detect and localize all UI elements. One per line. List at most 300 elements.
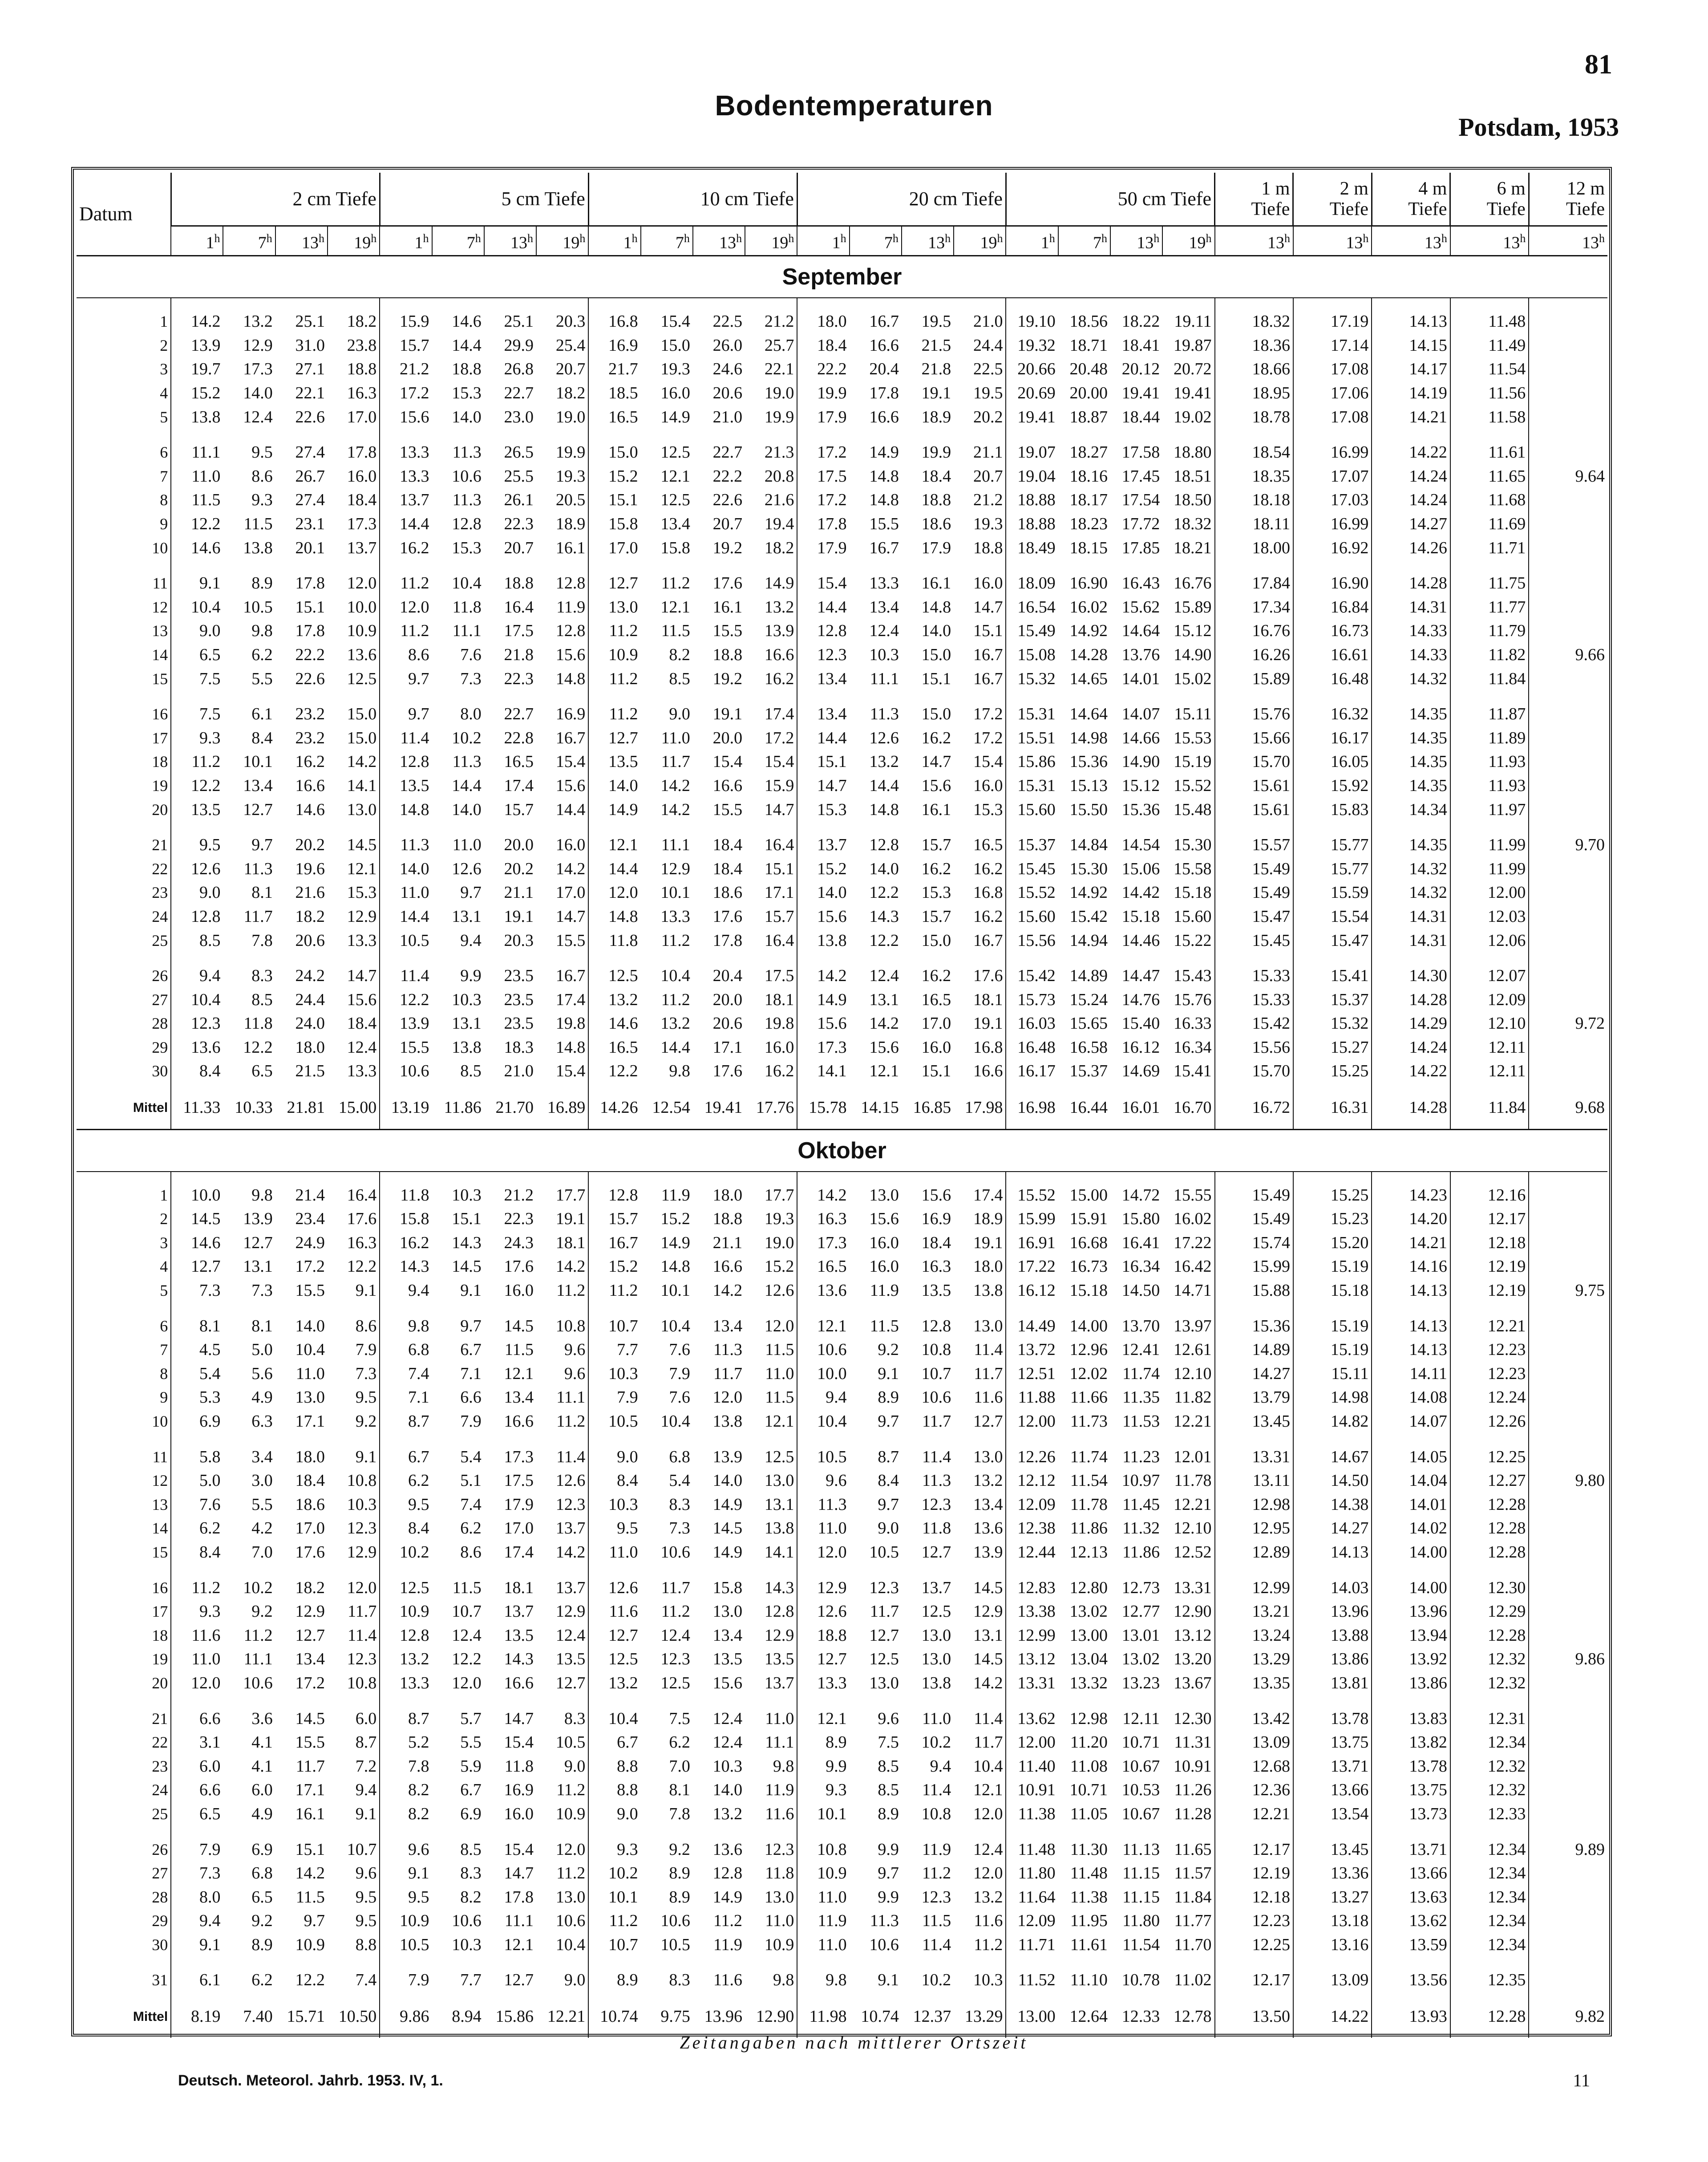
temperature-cell: 12.7: [243, 800, 273, 819]
temperature-cell: 13.45: [1215, 1410, 1293, 1434]
temperature-cell: 24.0: [295, 1014, 325, 1033]
temperature-cell: 11.86: [444, 1098, 482, 1117]
table-row: [77, 1933, 1607, 1957]
temperature-cell: 15.4: [504, 1733, 534, 1752]
temperature-cell: 23.0: [504, 407, 534, 426]
temperature-cell: 17.2: [973, 705, 1003, 724]
temperature-cell: 16.4: [504, 597, 534, 617]
table-row: [77, 1517, 1607, 1541]
temperature-cell: 13.9: [171, 334, 223, 358]
hour-value: 13: [1503, 233, 1520, 252]
temperature-cell: 12.30: [1450, 1565, 1529, 1600]
temperature-cell: 21.8: [921, 360, 951, 379]
temperature-cell: 6.2: [251, 1971, 273, 1990]
temperature-cell: 16.6: [504, 1673, 534, 1692]
temperature-cell: 17.6: [712, 1062, 743, 1081]
temperature-cell: 18.6: [921, 515, 951, 533]
temperature-cell: 11.80: [1006, 1862, 1058, 1886]
temperature-cell: 14.47: [1121, 966, 1160, 986]
date-cell: 26: [152, 967, 168, 985]
temperature-cell: 18.88: [1006, 512, 1058, 536]
temperature-cell: 6.8: [251, 1864, 273, 1883]
mittel-row: [77, 1083, 1607, 1129]
temperature-cell: 6.5: [171, 643, 223, 667]
temperature-cell: 12.1: [660, 597, 690, 617]
temperature-cell: 13.8: [712, 1412, 743, 1431]
temperature-cell: 10.6: [869, 1935, 899, 1954]
date-cell: 24: [152, 907, 168, 925]
temperature-cell: 11.4: [922, 1935, 951, 1954]
temperature-cell: 16.91: [1006, 1231, 1058, 1255]
temperature-cell: 27.4: [295, 491, 325, 510]
temperature-cell: 3.4: [251, 1447, 273, 1466]
temperature-cell: 10.3: [712, 1756, 743, 1776]
date-cell: 4: [160, 1257, 168, 1276]
temperature-cell: 13.78: [1293, 1696, 1372, 1731]
temperature-cell: 18.32: [1215, 298, 1293, 334]
temperature-cell: 11.78: [1174, 1471, 1212, 1490]
temperature-cell: 11.54: [1070, 1471, 1108, 1490]
temperature-cell: 19.7: [171, 357, 223, 381]
temperature-cell: 13.83: [1372, 1696, 1450, 1731]
date-cell: 27: [152, 1864, 168, 1882]
temperature-cell: 15.5: [555, 931, 586, 950]
temperature-cell: 21.6: [295, 883, 325, 902]
temperature-cell: 12.77: [1121, 1602, 1160, 1621]
temperature-cell: 16.5: [588, 1036, 640, 1060]
temperature-cell: 12.7: [295, 1626, 325, 1645]
temperature-cell: 14.15: [861, 1098, 899, 1117]
temperature-cell: 9.6: [355, 1864, 377, 1883]
temperature-cell: 9.5: [588, 1517, 640, 1541]
temperature-cell: 7.9: [669, 1364, 690, 1383]
temperature-cell: 18.22: [1121, 312, 1160, 331]
temperature-cell: 14.5: [973, 1650, 1003, 1669]
temperature-cell: 12.0: [712, 1388, 743, 1407]
temperature-cell: 12.34: [1450, 1862, 1529, 1886]
temperature-cell: 15.24: [1069, 990, 1108, 1009]
temperature-cell: 22.8: [504, 728, 534, 747]
temperature-cell: 14.5: [347, 836, 377, 855]
temperature-cell: 13.67: [1174, 1673, 1212, 1692]
temperature-cell: 18.44: [1121, 407, 1160, 426]
temperature-cell: 16.3: [921, 1257, 951, 1276]
hour-value: 13: [1424, 233, 1441, 252]
table-row: [77, 1469, 1607, 1493]
temperature-cell: 14.32: [1372, 667, 1450, 691]
hour-suffix: h: [945, 232, 951, 245]
temperature-cell: 20.4: [869, 360, 899, 379]
temperature-cell: 11.0: [588, 1541, 640, 1565]
temperature-cell: 9.1: [878, 1364, 899, 1383]
temperature-cell: 10.5: [555, 1733, 586, 1752]
date-cell: 9: [160, 1388, 168, 1407]
temperature-cell: 12.18: [1450, 1231, 1529, 1255]
temperature-cell: 14.28: [1372, 988, 1450, 1012]
temperature-cell: 16.34: [1121, 1257, 1160, 1276]
temperature-cell: 10.3: [452, 1935, 482, 1954]
temperature-cell: 12.0: [973, 1804, 1003, 1823]
temperature-cell: 11.6: [713, 1971, 743, 1990]
date-cell: 15: [152, 669, 168, 688]
temperature-cell: 13.5: [921, 1281, 951, 1300]
temperature-cell: 13.4: [712, 1626, 743, 1645]
temperature-cell: 16.99: [1293, 512, 1372, 536]
temperature-cell: 10.78: [1121, 1971, 1160, 1990]
temperature-cell: 15.52: [1006, 881, 1058, 905]
table-row: [77, 1778, 1607, 1802]
temperature-cell: 12.9: [973, 1602, 1003, 1621]
temperature-cell: 12.1: [973, 1781, 1003, 1800]
temperature-cell: 13.54: [1293, 1802, 1372, 1826]
temperature-cell: 14.03: [1293, 1565, 1372, 1600]
temperature-cell: 14.9: [660, 1233, 690, 1252]
temperature-cell: 12.4: [712, 1709, 743, 1728]
temperature-cell: 5.2: [380, 1731, 432, 1755]
temperature-cell: 16.42: [1174, 1257, 1212, 1276]
temperature-cell: 10.2: [588, 1862, 640, 1886]
temperature-cell: 11.7: [661, 1578, 690, 1597]
hour-value: 13: [510, 233, 527, 252]
temperature-cell: 13.1: [243, 1257, 273, 1276]
temperature-cell: 16.2: [921, 859, 951, 878]
temperature-cell: 9.8: [380, 1303, 432, 1339]
temperature-cell: 16.12: [1006, 1279, 1058, 1303]
temperature-cell: 9.4: [171, 953, 223, 988]
temperature-cell: 13.9: [764, 621, 794, 641]
temperature-cell: 16.5: [921, 990, 951, 1009]
temperature-cell: 14.66: [1121, 728, 1160, 747]
temperature-cell: 11.35: [1122, 1388, 1160, 1407]
temperature-cell: 11.31: [1174, 1733, 1212, 1752]
hour-suffix: h: [266, 232, 272, 245]
temperature-cell: 12.8: [712, 1864, 743, 1883]
temperature-cell: 13.88: [1293, 1624, 1372, 1648]
hour-suffix: h: [527, 232, 533, 245]
temperature-cell: 13.75: [1293, 1731, 1372, 1755]
table-body: [77, 256, 1607, 2038]
hour-header: [1058, 226, 1110, 256]
temperature-cell: 12.6: [171, 857, 223, 881]
temperature-cell: 10.74: [588, 1992, 640, 2038]
hour-header: [1215, 226, 1293, 256]
temperature-cell: 11.23: [1122, 1447, 1160, 1466]
temperature-cell: 11.84: [1450, 1083, 1529, 1129]
temperature-cell: 8.0: [460, 705, 482, 724]
temperature-cell: 19.5: [921, 312, 951, 331]
temperature-cell: 10.6: [380, 1059, 432, 1083]
table-row: [77, 406, 1607, 430]
temperature-cell: 14.01: [1372, 1493, 1450, 1517]
temperature-cell: 11.38: [1006, 1802, 1058, 1826]
temperature-cell: 11.4: [348, 1626, 377, 1645]
temperature-cell: 11.6: [171, 1624, 223, 1648]
temperature-cell: 17.3: [504, 1447, 534, 1466]
table-row: [77, 1493, 1607, 1517]
temperature-cell: 15.11: [1174, 705, 1212, 724]
temperature-cell: 13.00: [1069, 1626, 1108, 1645]
temperature-cell: [1529, 1731, 1607, 1755]
temperature-cell: 14.7: [347, 966, 377, 986]
temperature-cell: 14.35: [1372, 726, 1450, 750]
table-row: [77, 1279, 1607, 1303]
temperature-cell: 12.0: [347, 1578, 377, 1597]
temperature-cell: 16.32: [1293, 691, 1372, 726]
temperature-cell: 9.4: [797, 1386, 849, 1410]
temperature-cell: 11.65: [1174, 1840, 1212, 1859]
temperature-cell: 15.49: [1215, 881, 1293, 905]
temperature-cell: 11.2: [556, 1864, 586, 1883]
temperature-cell: 10.0: [347, 597, 377, 617]
temperature-cell: 14.15: [1372, 334, 1450, 358]
temperature-cell: [1529, 1434, 1607, 1469]
temperature-cell: 12.06: [1450, 929, 1529, 953]
temperature-cell: 11.8: [922, 1519, 951, 1538]
temperature-cell: 14.26: [588, 1083, 640, 1129]
temperature-cell: 9.3: [588, 1826, 640, 1862]
temperature-cell: 15.18: [1069, 1281, 1108, 1300]
table-row: [77, 691, 1607, 726]
temperature-cell: 23.1: [295, 515, 325, 533]
temperature-cell: 13.7: [347, 538, 377, 557]
temperature-cell: 8.5: [460, 1062, 482, 1081]
temperature-cell: 22.1: [295, 384, 325, 403]
temperature-cell: 12.7: [797, 1647, 849, 1671]
temperature-cell: 16.0: [504, 1804, 534, 1823]
temperature-cell: 16.6: [712, 776, 743, 795]
date-cell: 30: [152, 1935, 168, 1954]
temperature-cell: 18.2: [295, 1578, 325, 1597]
temperature-cell: 20.3: [504, 931, 534, 950]
temperature-cell: 11.65: [1450, 465, 1529, 489]
temperature-cell: 11.9: [713, 1935, 743, 1954]
temperature-cell: 14.13: [1372, 1338, 1450, 1362]
temperature-cell: 11.15: [1122, 1887, 1160, 1906]
temperature-cell: 11.8: [588, 929, 640, 953]
temperature-cell: 13.96: [1293, 1600, 1372, 1624]
temperature-cell: 19.10: [1006, 298, 1058, 334]
temperature-cell: 16.44: [1069, 1098, 1108, 1117]
hour-value: 13: [719, 233, 737, 252]
temperature-cell: 17.08: [1293, 357, 1372, 381]
temperature-cell: 13.3: [869, 574, 899, 593]
temperature-cell: 20.8: [764, 466, 794, 486]
temperature-cell: 19.1: [504, 907, 534, 926]
temperature-cell: 13.0: [764, 1471, 794, 1490]
temperature-cell: 12.28: [1450, 1517, 1529, 1541]
temperature-cell: 7.40: [243, 2007, 273, 2026]
temperature-cell: 16.6: [295, 776, 325, 795]
hour-suffix: h: [1520, 232, 1526, 245]
table-row: [77, 1826, 1607, 1862]
temperature-cell: 13.6: [171, 1036, 223, 1060]
temperature-cell: 13.0: [712, 1602, 743, 1621]
date-cell: 6: [160, 443, 168, 462]
temperature-cell: 17.08: [1293, 406, 1372, 430]
temperature-cell: 17.4: [504, 1542, 534, 1562]
temperature-cell: 7.6: [171, 1493, 223, 1517]
temperature-cell: 12.24: [1450, 1386, 1529, 1410]
hour-header: [588, 226, 640, 256]
temperature-cell: 12.2: [171, 512, 223, 536]
date-cell: 18: [152, 1626, 168, 1644]
temperature-cell: 14.64: [1121, 621, 1160, 641]
temperature-cell: 13.8: [452, 1038, 482, 1057]
table-row: [77, 1386, 1607, 1410]
hour-suffix: h: [1441, 232, 1447, 245]
temperature-cell: 14.2: [347, 752, 377, 771]
temperature-cell: 12.9: [555, 1602, 586, 1621]
temperature-cell: 14.50: [1121, 1281, 1160, 1300]
temperature-cell: 14.1: [347, 776, 377, 795]
temperature-cell: 12.83: [1006, 1565, 1058, 1600]
temperature-cell: 11.0: [797, 1517, 849, 1541]
table-row: [77, 1434, 1607, 1469]
temperature-cell: 25.1: [295, 312, 325, 331]
temperature-cell: 17.84: [1215, 560, 1293, 596]
temperature-cell: 9.0: [171, 881, 223, 905]
temperature-cell: 18.6: [712, 883, 743, 902]
temperature-cell: 9.8: [773, 1756, 794, 1776]
temperature-cell: 19.3: [555, 466, 586, 486]
temperature-cell: 15.42: [1215, 1012, 1293, 1036]
temperature-cell: 14.11: [1372, 1362, 1450, 1386]
temperature-cell: 20.6: [295, 931, 325, 950]
date-cell: 2: [160, 1210, 168, 1228]
temperature-cell: 16.7: [588, 1231, 640, 1255]
temperature-cell: 11.9: [661, 1185, 690, 1205]
temperature-cell: 13.12: [1006, 1647, 1058, 1671]
temperature-cell: 11.08: [1070, 1756, 1108, 1776]
temperature-cell: 20.12: [1121, 360, 1160, 379]
temperature-cell: 15.22: [1174, 931, 1212, 950]
temperature-cell: 11.5: [922, 1911, 951, 1931]
temperature-cell: 14.7: [504, 1709, 534, 1728]
temperature-cell: 11.4: [974, 1340, 1003, 1359]
temperature-cell: 13.2: [588, 1671, 640, 1696]
temperature-cell: 8.1: [669, 1781, 690, 1800]
temperature-cell: 7.9: [460, 1412, 482, 1431]
temperature-cell: 12.0: [380, 596, 432, 620]
temperature-cell: 11.80: [1122, 1911, 1160, 1931]
temperature-cell: 18.50: [1174, 491, 1212, 510]
temperature-cell: 15.8: [660, 538, 690, 557]
temperature-cell: 15.9: [764, 776, 794, 795]
temperature-cell: 15.23: [1293, 1207, 1372, 1231]
temperature-cell: 12.21: [1174, 1495, 1212, 1514]
temperature-cell: 11.5: [870, 1316, 899, 1335]
temperature-cell: 13.0: [973, 1316, 1003, 1335]
temperature-cell: 14.2: [660, 800, 690, 819]
temperature-cell: 7.3: [171, 1862, 223, 1886]
temperature-cell: 9.1: [355, 1447, 377, 1466]
temperature-cell: 14.27: [1372, 512, 1450, 536]
temperature-cell: 14.8: [588, 905, 640, 929]
temperature-cell: 13.3: [797, 1671, 849, 1696]
temperature-cell: 15.19: [1293, 1255, 1372, 1279]
temperature-cell: [1529, 596, 1607, 620]
temperature-cell: 15.45: [1215, 929, 1293, 953]
temperature-cell: 16.9: [555, 705, 586, 724]
temperature-cell: 11.6: [588, 1600, 640, 1624]
temperature-cell: 8.6: [355, 1316, 377, 1335]
temperature-cell: 20.0: [712, 728, 743, 747]
temperature-cell: 15.30: [1069, 859, 1108, 878]
temperature-cell: 13.2: [712, 1804, 743, 1823]
temperature-cell: 6.5: [251, 1062, 273, 1081]
hour-header: [1293, 226, 1372, 256]
temperature-cell: 13.3: [347, 931, 377, 950]
temperature-cell: 18.9: [555, 515, 586, 533]
date-cell: 19: [152, 776, 168, 795]
temperature-cell: 14.7: [504, 1864, 534, 1883]
temperature-cell: 16.2: [764, 669, 794, 688]
temperature-cell: 11.33: [171, 1083, 223, 1129]
temperature-cell: 15.0: [588, 429, 640, 465]
temperature-cell: 21.70: [495, 1098, 534, 1117]
temperature-cell: 13.63: [1372, 1886, 1450, 1910]
temperature-cell: 12.1: [660, 466, 690, 486]
footnote: Zeitangaben nach mittlerer Ortszeit: [680, 2032, 1028, 2052]
temperature-cell: 10.8: [347, 1471, 377, 1490]
temperature-cell: 14.3: [504, 1650, 534, 1669]
temperature-cell: 13.5: [588, 750, 640, 774]
temperature-cell: 12.5: [347, 669, 377, 688]
depth-group-header: 5 cm Tiefe: [380, 173, 588, 226]
temperature-cell: 14.0: [588, 774, 640, 798]
temperature-cell: 7.0: [669, 1756, 690, 1776]
temperature-cell: 13.00: [1006, 1992, 1058, 2038]
temperature-cell: 12.5: [588, 1647, 640, 1671]
temperature-cell: 13.21: [1215, 1600, 1293, 1624]
temperature-cell: 17.22: [1006, 1255, 1058, 1279]
temperature-cell: 11.3: [797, 1493, 849, 1517]
temperature-cell: [1529, 953, 1607, 988]
temperature-cell: [1529, 1231, 1607, 1255]
temperature-cell: 11.75: [1450, 560, 1529, 596]
month-heading-row: [77, 1129, 1607, 1172]
temperature-cell: 9.0: [669, 705, 690, 724]
temperature-cell: 15.86: [1006, 750, 1058, 774]
date-cell: 28: [152, 1014, 168, 1033]
temperature-cell: 16.26: [1215, 643, 1293, 667]
hour-suffix: h: [788, 232, 794, 245]
temperature-cell: 13.1: [869, 990, 899, 1009]
temperature-cell: 9.9: [878, 1840, 899, 1859]
temperature-cell: 21.81: [287, 1098, 325, 1117]
temperature-cell: 5.1: [460, 1471, 482, 1490]
temperature-cell: [1529, 691, 1607, 726]
temperature-cell: 14.00: [1372, 1541, 1450, 1565]
temperature-cell: 13.0: [764, 1887, 794, 1906]
temperature-cell: 5.9: [460, 1756, 482, 1776]
temperature-cell: 11.3: [243, 859, 273, 878]
temperature-cell: 15.2: [797, 857, 849, 881]
temperature-cell: 15.3: [452, 384, 482, 403]
temperature-cell: 19.1: [921, 384, 951, 403]
table-row: [77, 1172, 1607, 1208]
temperature-cell: 11.7: [661, 752, 690, 771]
hour-header: [1110, 226, 1162, 256]
temperature-cell: 20.4: [712, 966, 743, 986]
temperature-cell: 14.76: [1121, 990, 1160, 1009]
temperature-cell: 14.82: [1293, 1410, 1372, 1434]
temperature-cell: 12.51: [1006, 1362, 1058, 1386]
temperature-cell: 22.6: [295, 669, 325, 688]
temperature-cell: 10.3: [452, 990, 482, 1009]
temperature-cell: 12.00: [1006, 1410, 1058, 1434]
hour-suffix: h: [475, 232, 481, 245]
